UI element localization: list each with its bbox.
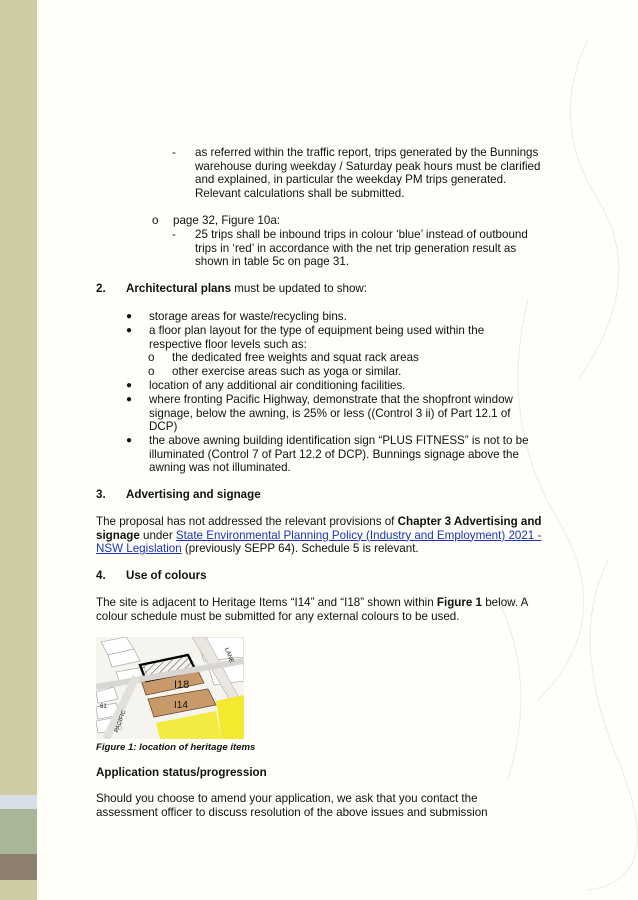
bullet-list-item: ● location of any additional air conditioning facilities. <box>126 379 406 392</box>
map-label-i18: I18 <box>174 679 190 691</box>
heritage-map-figure <box>96 637 244 739</box>
page32-sub-item: - 25 trips shall be inbound trips in colour ‘blue’ instead of outbound trips in ‘red’ in accordance with the net trip generation result as shown in table 5c on page 31. <box>172 228 547 269</box>
map-label-i14: I14 <box>174 700 188 711</box>
status-paragraph: Should you choose to amend your application, we ask that you contact the assessment officer to discuss resolution of the above issues and submission <box>96 792 488 819</box>
section4-number: 4. <box>96 569 106 582</box>
map-label-road: PACIFIC <box>114 709 128 734</box>
traffic-dash-item: - as referred within the traffic report, trips generated by the Bunnings warehouse during weekday / Saturday peak hours must be clarified and explained, in particular the weekday PM trips generated. Relevant calculations shall be submitted. <box>172 146 547 200</box>
section4-paragraph: The site is adjacent to Heritage Items “I14” and “I18” shown within Figure 1 below. A colour schedule must be submitted for any external colours to be used. <box>96 596 528 623</box>
bullet-list-item: ● the above awning building identification sign “PLUS FITNESS” is not to be illuminated (Control 7 of Part 12.2 of DCP). Bunnings signage above the awning was not illuminated. <box>126 434 529 475</box>
status-heading: Application status/progression <box>96 766 267 779</box>
section4-heading: Use of colours <box>126 569 207 582</box>
bullet-list-item: ● where fronting Pacific Highway, demonstrate that the shopfront window signage, below the awning, is 25% or less ((Control 3 ii) of Part 12.1 of DCP) <box>126 393 513 434</box>
sidebar-decoration <box>0 0 37 900</box>
section3-number: 3. <box>96 488 106 501</box>
section3-heading: Advertising and signage <box>126 488 261 501</box>
page32-label: page 32, Figure 10a: <box>173 214 280 227</box>
page32-item: o page 32, Figure 10a: <box>152 214 552 228</box>
traffic-dash-text: as referred within the traffic report, trips generated by the Bunnings warehouse during weekday / Saturday peak hours must be clarified and explained, in particular the weekday PM trips generated. Relevant calculations shall be submitted. <box>195 146 541 200</box>
section2-heading: Architectural plans must be updated to show: <box>126 282 368 295</box>
map-label-lane: LANE <box>223 647 235 664</box>
figure-caption: Figure 1: location of heritage items <box>96 742 256 753</box>
sidebar-band-green <box>0 809 37 854</box>
sepp-legislation-link[interactable]: State Environmental Planning Policy (Industry and Employment) 2021 - NSW Legislation <box>96 528 542 556</box>
map-label-lot: 61 <box>100 704 107 710</box>
sidebar-band-blue <box>0 795 37 809</box>
bullet-list-item: ● storage areas for waste/recycling bins. <box>126 310 347 323</box>
section2-number: 2. <box>96 282 106 295</box>
sidebar-band-brown <box>0 854 37 880</box>
page32-sub-text: 25 trips shall be inbound trips in colour ‘blue’ instead of outbound trips in ‘red’ in accordance with the net trip generation result as shown in table 5c on page 31. <box>195 228 528 269</box>
sub-bullet-item: o other exercise areas such as yoga or similar. <box>148 365 402 378</box>
bullet-list-item: ● a floor plan layout for the type of equipment being used within the respective floor levels such as: <box>126 324 485 351</box>
section3-paragraph: The proposal has not addressed the relevant provisions of Chapter 3 Advertising and signage under State Environmental Planning Policy (Industry and Employment) 2021 - NSW Legislation (previously SEPP 64). Schedule 5 is relevant. <box>96 515 542 556</box>
sub-bullet-item: o the dedicated free weights and squat rack areas <box>148 351 419 364</box>
